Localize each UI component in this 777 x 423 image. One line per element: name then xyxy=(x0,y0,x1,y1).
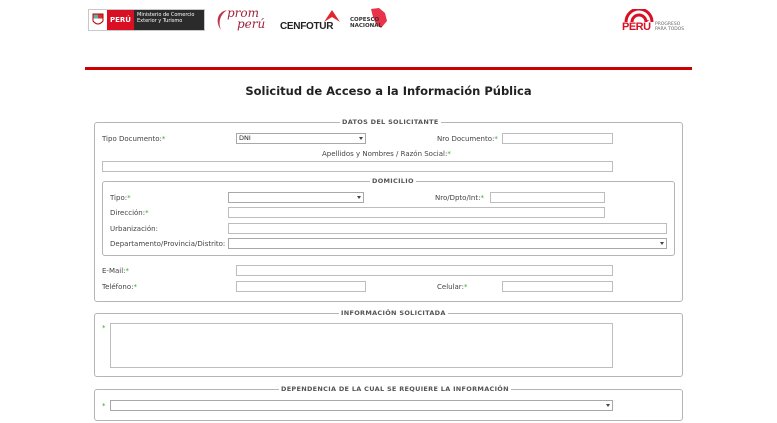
dependencia-required-mark: * xyxy=(102,402,106,410)
dependencia-select[interactable] xyxy=(110,400,613,411)
copesco-logo xyxy=(347,7,413,33)
mincetur-logo xyxy=(88,9,205,31)
email-label: E-Mail:* xyxy=(102,267,130,275)
apellidos-input[interactable] xyxy=(102,161,613,172)
marca-peru-label: PERÚ xyxy=(622,21,651,33)
tipo-label: Tipo:* xyxy=(110,194,131,202)
departamento-label: Departamento/Provincia/Distrito: xyxy=(110,240,226,248)
chevron-down-icon xyxy=(660,242,664,245)
nro-dpto-input[interactable] xyxy=(490,192,605,203)
celular-label: Celular:* xyxy=(437,283,468,291)
chevron-down-icon xyxy=(357,196,361,199)
departamento-select[interactable] xyxy=(228,238,667,249)
email-input[interactable] xyxy=(236,265,613,276)
direccion-label: Dirección:* xyxy=(110,209,149,217)
nro-documento-input[interactable] xyxy=(502,133,613,144)
urbanizacion-input[interactable] xyxy=(228,223,667,234)
promperu-line2: perú xyxy=(237,17,266,31)
promperu-line1: prom xyxy=(227,6,260,20)
marca-peru-sub: PROGRESO PARA TODOS xyxy=(655,22,685,32)
chevron-down-icon xyxy=(606,404,610,407)
domicilio-legend: DOMICILIO xyxy=(372,177,414,185)
cenfotur-label: CENFOTUR xyxy=(280,21,334,32)
telefono-input[interactable] xyxy=(236,281,366,292)
header-divider xyxy=(85,67,692,70)
solicitante-legend: DATOS DEL SOLICITANTE xyxy=(342,118,439,126)
copesco-label: COPESCO NACIONAL xyxy=(350,17,382,29)
marca-peru-logo xyxy=(622,9,692,35)
urbanizacion-label: Urbanización: xyxy=(110,225,158,233)
chevron-down-icon xyxy=(359,137,363,140)
dependencia-legend: DEPENDENCIA DE LA CUAL SE REQUIERE LA INFORMACIÓN xyxy=(281,385,509,393)
informacion-textarea[interactable] xyxy=(110,323,613,368)
tipo-documento-select[interactable]: DNI xyxy=(236,133,366,144)
nro-documento-label: Nro Documento:* xyxy=(437,135,498,143)
telefono-label: Teléfono:* xyxy=(102,283,137,291)
promperu-logo xyxy=(215,6,271,34)
tipo-documento-label: Tipo Documento:* xyxy=(102,135,166,143)
tipo-select[interactable] xyxy=(228,192,364,203)
mincetur-dark-label: Ministerio de Comercio Exterior y Turismo xyxy=(134,10,204,30)
apellidos-label: Apellidos y Nombres / Razón Social:* xyxy=(322,150,451,158)
peru-coat-of-arms-icon xyxy=(89,10,107,30)
informacion-required-mark: * xyxy=(102,324,106,332)
page-title: Solicitud de Acceso a la Información Pública xyxy=(245,84,532,98)
mincetur-red-label: PERÚ xyxy=(107,10,134,30)
nro-dpto-label: Nro/Dpto/Int:* xyxy=(435,194,484,202)
cenfotur-logo xyxy=(280,10,342,34)
direccion-input[interactable] xyxy=(228,207,605,218)
informacion-legend: INFORMACIÓN SOLICITADA xyxy=(341,309,446,317)
celular-input[interactable] xyxy=(502,281,613,292)
